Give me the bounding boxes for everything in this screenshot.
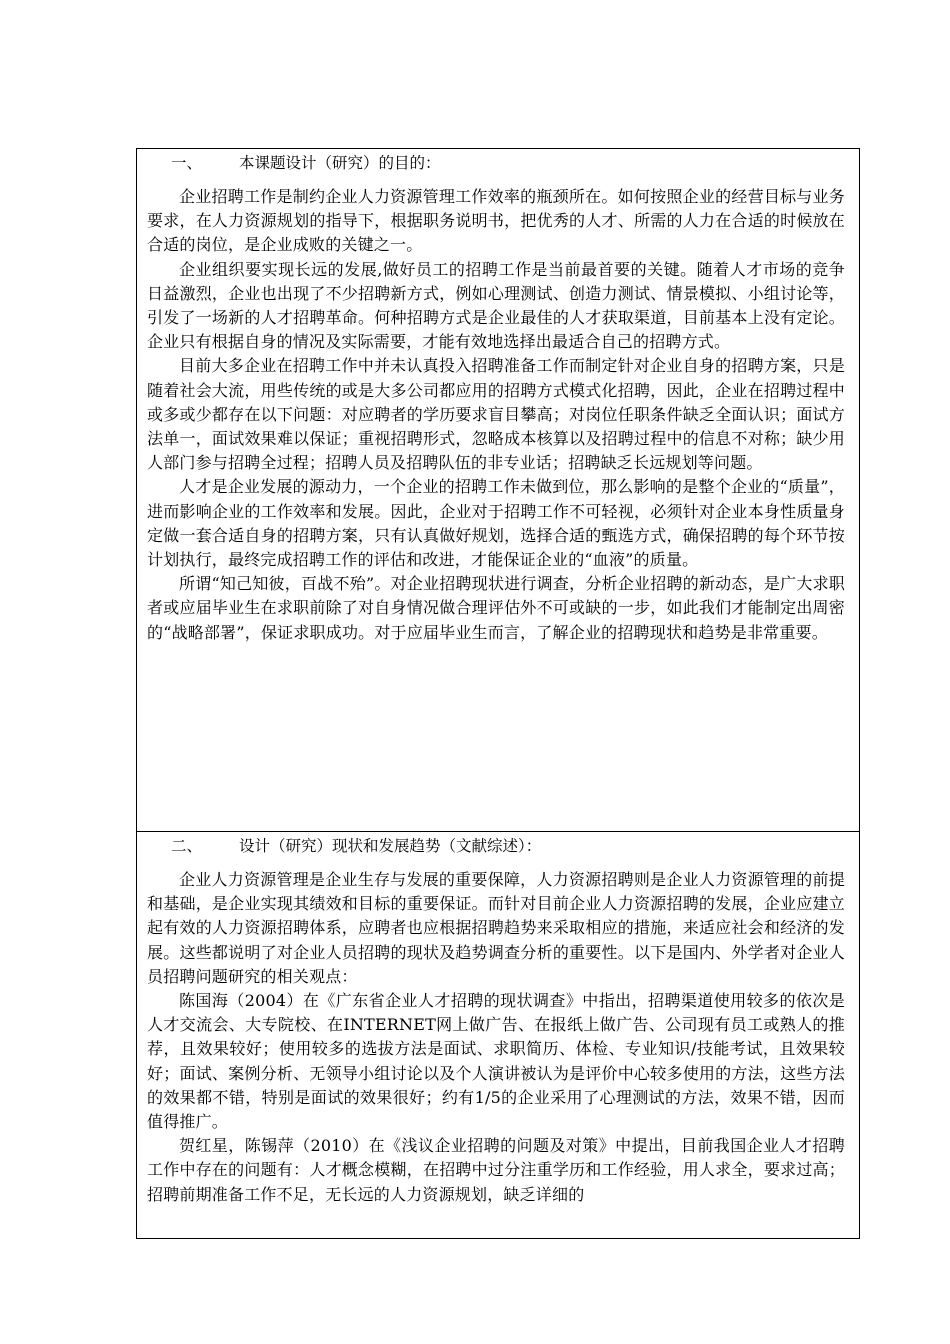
section-title: 本课题设计（研究）的目的：: [239, 154, 441, 172]
section-title: 设计（研究）现状和发展趋势（文献综述）：: [239, 837, 542, 855]
paragraph: 目前大多企业在招聘工作中并未认真投入招聘准备工作而制定针对企业自身的招聘方案，只是随着社会大流，用些传统的或是大多公司都应用的招聘方式模式化招聘，因此，企业在招聘过程中或多或少都存在以下问题：对应聘者的学历要求盲目攀高；对岗位任职条件缺乏全面认识；面试方法单一，面试效果难以保证；重视招聘形式，忽略成本核算以及招聘过程中的信息不对称；缺少用人部门参与招聘全过程；招聘人员及招聘队伍的非专业话；招聘缺乏长远规划等问题。: [147, 356, 845, 473]
section-literature-review: [137, 832, 859, 1238]
section-heading: [147, 834, 845, 858]
paragraph: 人才是企业发展的源动力，一个企业的招聘工作未做到位，那么影响的是整个企业的“质量”，进而影响企业的工作效率和发展。因此，企业对于招聘工作不可轻视，必须针对企业本身性质量身定做一套合适自身的招聘方案，只有认真做好规划，选择合适的甄选方式，确保招聘的每个环节按计划执行，最终完成招聘工作的评估和改进，才能保证企业的“血液”的质量。: [147, 477, 845, 570]
paragraph: 陈国海（2004）在《广东省企业人才招聘的现状调查》中指出，招聘渠道使用较多的依次是人才交流会、大专院校、在INTERNET网上做广告、在报纸上做广告、公司现有员工或熟人的推荐，且效果较好；使用较多的选拔方法是面试、求职简历、体检、专业知识/技能考试，且效果较好；面试、案例分析、无领导小组讨论以及个人演讲被认为是评价中心较多使用的方法，这些方法的效果都不错，特别是面试的效果很好；约有1/5的企业采用了心理测试的方法，效果不错，因而值得推广。: [147, 991, 845, 1132]
section-number: 二、: [171, 837, 203, 855]
report-table: [136, 148, 860, 1239]
paragraph: 贺红星，陈锡萍（2010）在《浅议企业招聘的问题及对策》中提出，目前我国企业人才招聘工作中存在的问题有：人才概念模糊，在招聘中过分注重学历和工作经验，用人求全，要求过高；招聘前期准备工作不足，无长远的人力资源规划，缺乏详细的: [147, 1136, 845, 1204]
paragraph: 企业招聘工作是制约企业人力资源管理工作效率的瓶颈所在。如何按照企业的经营目标与业务要求，在人力资源规划的指导下，根据职务说明书，把优秀的人才、所需的人力在合适的时候放在合适的岗位，是企业成败的关键之一。: [147, 187, 845, 255]
paragraph: 企业组织要实现长远的发展,做好员工的招聘工作是当前最首要的关键。随着人才市场的竞争日益激烈，企业也出现了不少招聘新方式，例如心理测试、创造力测试、情景模拟、小组讨论等，引发了一场新的人才招聘革命。何种招聘方式是企业最佳的人才获取渠道，目前基本上没有定论。企业只有根据自身的情况及实际需要，才能有效地选择出最适合自己的招聘方式。: [147, 259, 845, 352]
section-purpose: [137, 149, 859, 832]
section-number: 一、: [171, 154, 203, 172]
paragraph: 所谓“知己知彼，百战不殆”。对企业招聘现状进行调查，分析企业招聘的新动态，是广大求职者或应届毕业生在求职前除了对自身情况做合理评估外不可或缺的一步，如此我们才能制定出周密的“战略部署”，保证求职成功。对于应届毕业生而言，了解企业的招聘现状和趋势是非常重要。: [147, 574, 845, 642]
paragraph: 企业人力资源管理是企业生存与发展的重要保障，人力资源招聘则是企业人力资源管理的前提和基础，是企业实现其绩效和目标的重要保证。而针对目前企业人力资源招聘的发展，企业应建立起有效的人力资源招聘体系，应聘者也应根据招聘趋势来采取相应的措施，来适应社会和经济的发展。这些都说明了对企业人员招聘的现状及趋势调查分析的重要性。以下是国内、外学者对企业人员招聘问题研究的相关观点：: [147, 870, 845, 986]
section-heading: [147, 151, 845, 175]
